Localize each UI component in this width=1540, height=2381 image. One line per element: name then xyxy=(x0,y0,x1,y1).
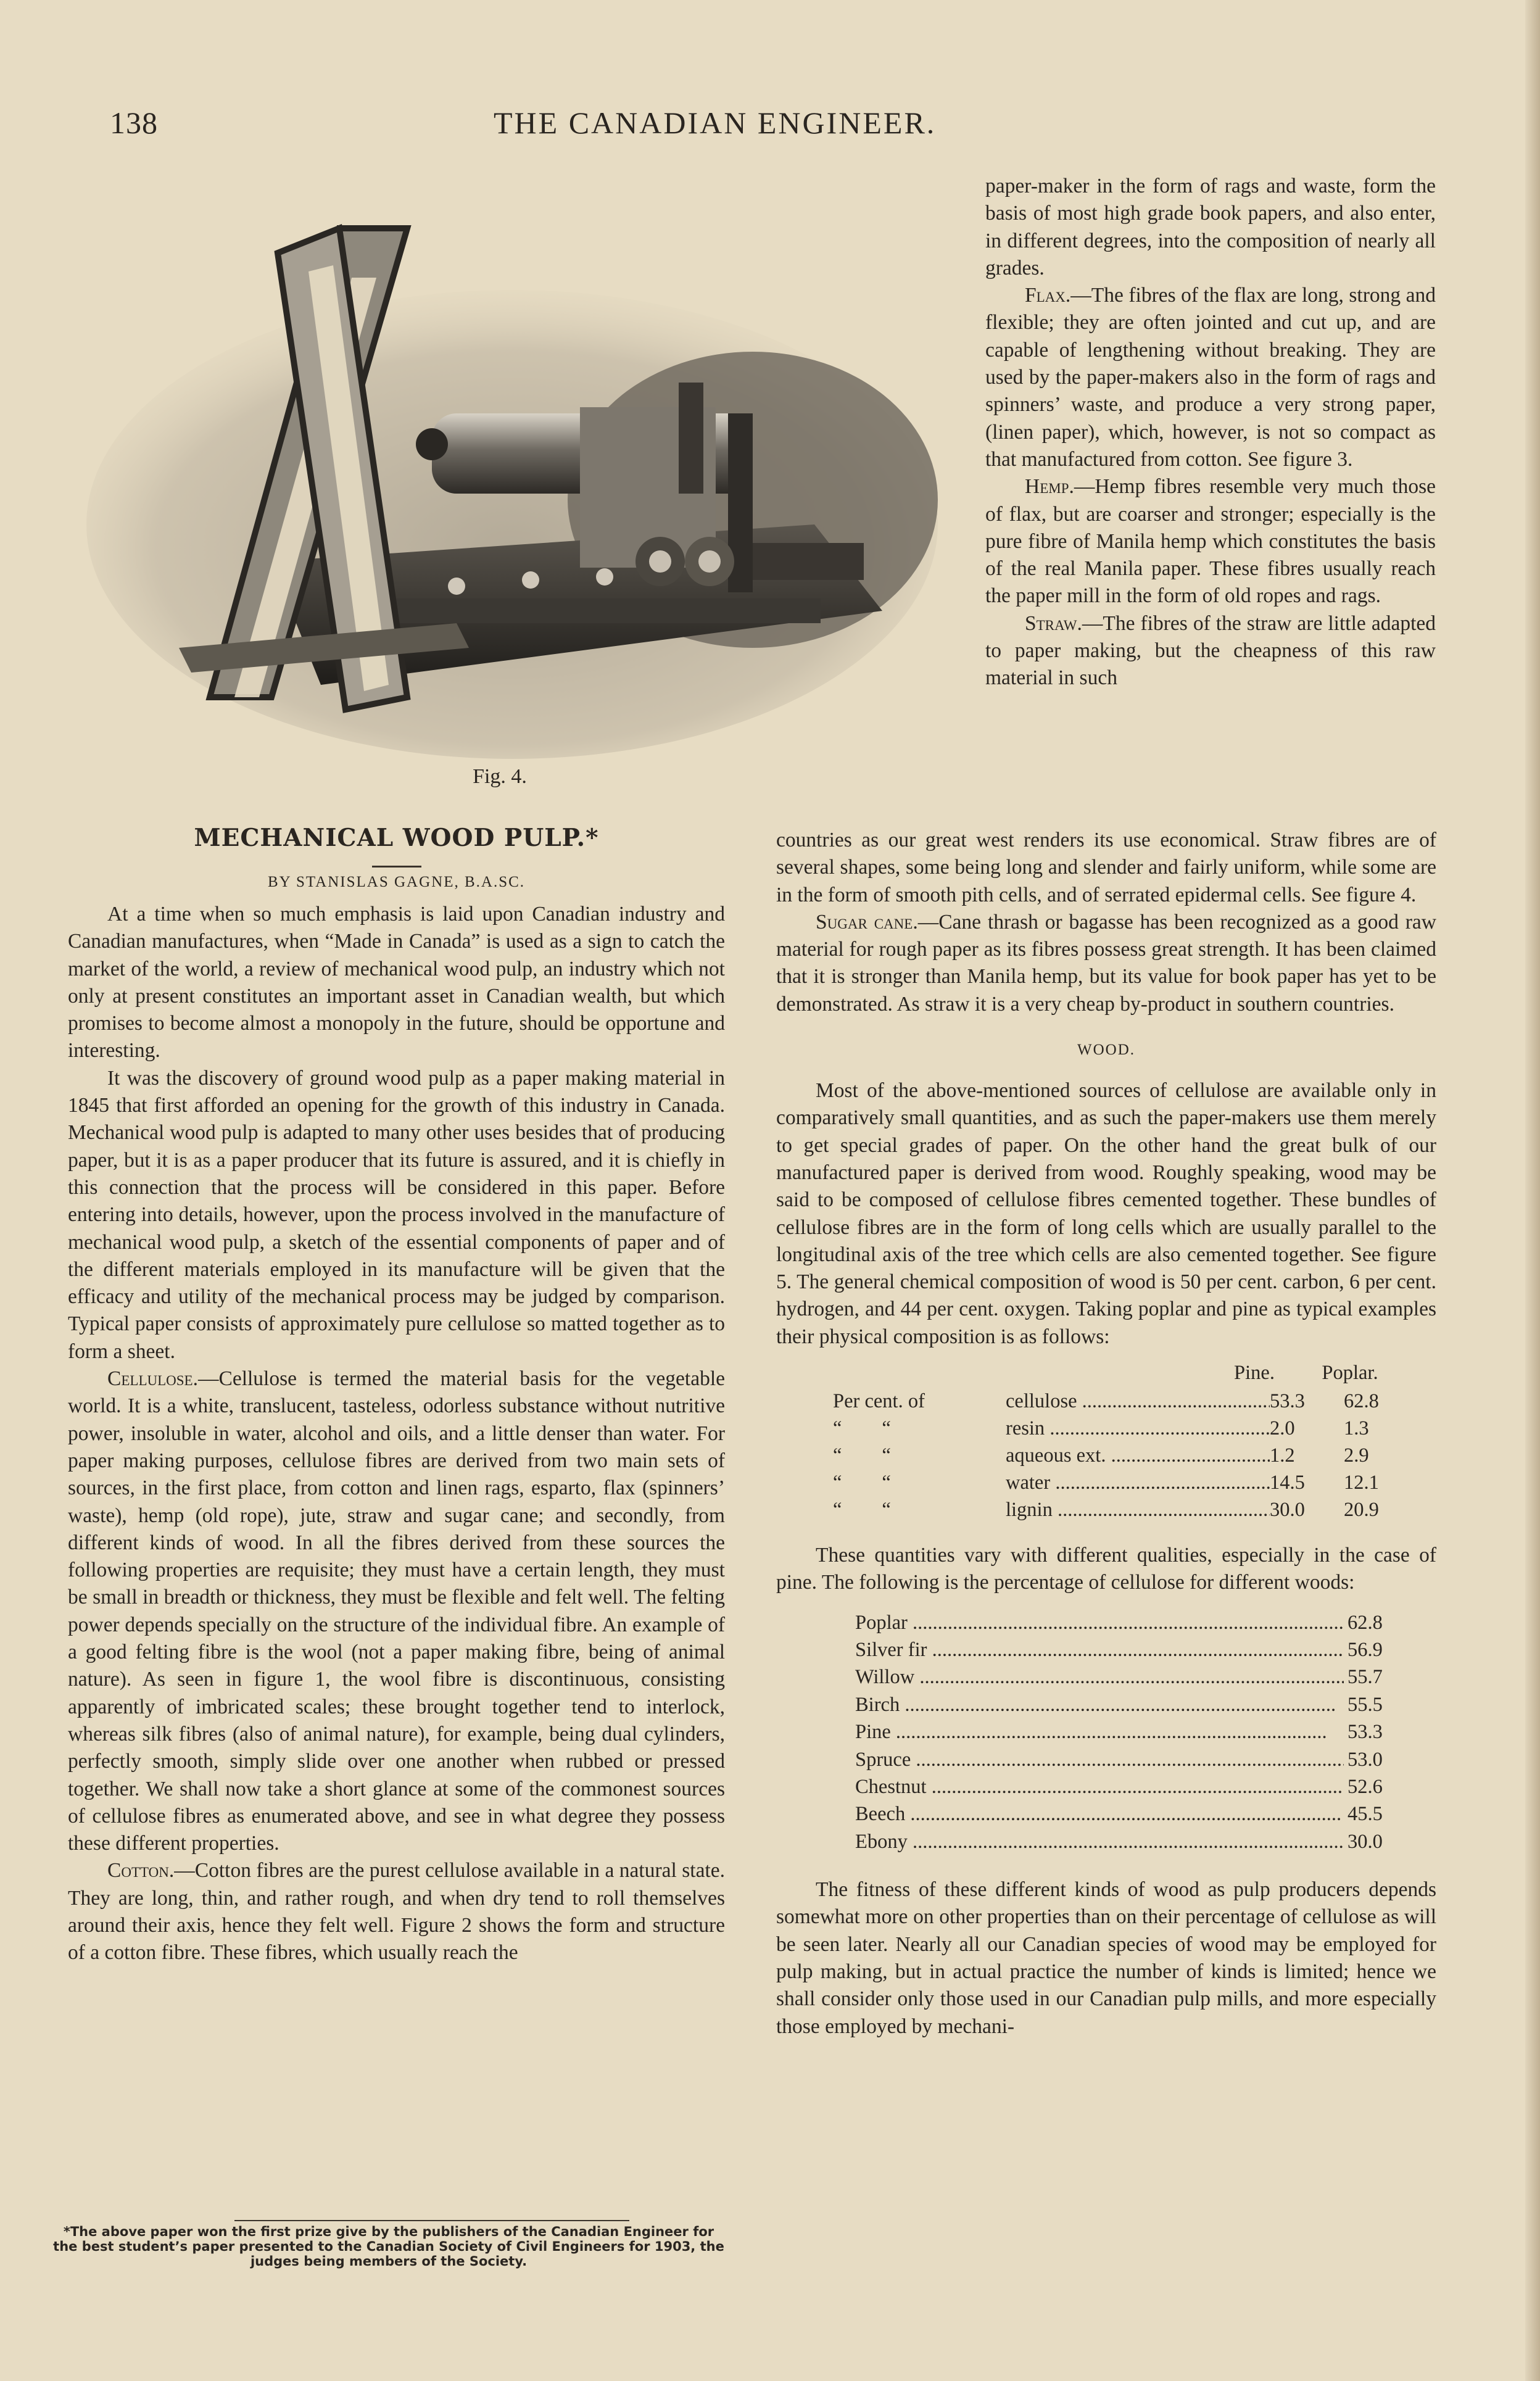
composition-row-pine: 2.0 xyxy=(1270,1417,1295,1440)
wood-cellulose-value: 56.9 xyxy=(1348,1639,1383,1662)
wood-row xyxy=(855,1694,1398,1721)
paragraph-intro: At a time when so much emphasis is laid upon Canadian industry and Canadian manufactures, when “Made in Canada” is used as a sign to catch the market of the world, a review of mechanical wood pulp, an industry which not only at present constitutes an important asset in Canadian wealth, but which promises to become almost a monopoly in the future, should be opportune and interesting. xyxy=(68,903,725,1062)
wood-cellulose-value: 55.7 xyxy=(1348,1666,1383,1689)
wood-row xyxy=(855,1666,1398,1693)
composition-row-pine: 30.0 xyxy=(1270,1499,1305,1522)
section-head-cotton: Cotton. xyxy=(107,1859,175,1882)
paragraph-flax: Flax.—The fibres of the flax are long, strong and flexible; they are often jointed and cut up, and are capable of lengthening without breaking. They are used by the paper-makers also in the form of rags and spinners’ waste, and produce a very strong paper, (linen paper), which, however, is not so compact as that manufactured from cotton. See figure 3. xyxy=(985,284,1436,471)
footnote: *The above paper won the first prize give by the publishers of the Canadian Engineer for the best student’s paper presented to the Canadian Society of Civil Engineers for 1903, the judges being members of the Society. xyxy=(53,2224,724,2269)
section-heading-wood: WOOD. xyxy=(1077,1041,1135,1059)
composition-row-pine: 14.5 xyxy=(1270,1472,1305,1494)
composition-row-prefix: Per cent. of xyxy=(833,1390,925,1413)
wood-name: Spruce ..... xyxy=(855,1749,1344,1771)
wood-cellulose-value: 45.5 xyxy=(1348,1803,1383,1826)
composition-row-poplar: 62.8 xyxy=(1344,1390,1379,1413)
paragraph-straw-bottom: countries as our great west renders its use economical. Straw fibres are of several shapes, some being long and slender and fairly uniform, while some are in the form of smooth pith cells, and of serrated epidermal cells. See figure 4. xyxy=(776,829,1436,906)
wood-row xyxy=(855,1831,1398,1858)
paragraph-hemp: Hemp.—Hemp fibres resemble very much those of flax, but are coarser and stronger; especially is the pure fibre of Manila hemp which constitutes the basis of the real Manila paper. These fibres usually reach the paper mill in the form of old ropes and rags. xyxy=(985,475,1436,608)
title-rule xyxy=(372,866,421,868)
column-center xyxy=(679,383,703,494)
journal-title: THE CANADIAN ENGINEER. xyxy=(494,106,937,140)
footnote-rule xyxy=(234,2220,629,2221)
wood-cellulose-value: 53.3 xyxy=(1348,1721,1383,1744)
composition-row xyxy=(776,1444,1436,1472)
section-head-hemp: Hemp. xyxy=(1025,475,1074,499)
composition-table xyxy=(776,1362,1436,1526)
paragraph-history: It was the discovery of ground wood pulp as a paper making material in 1845 that first afforded an opening for the growth of this industry in Canada. Mechanical wood pulp is adapted to many other uses besides that of producing paper, but it is as a paper producer that its future is assured, and it is chiefly in this connection that the process will be considered in this paper. Before entering into details, however, upon the process involved in the manufacture of mechanical wood pulp, a sketch of the essential components of paper and of the different materials employed in its manufacture will be given that the efficacy and utility of the mechanical process may be judged by comparison. Typical paper consists of approximately pure cellulose so matted together as to form a sheet. xyxy=(68,1066,725,1363)
paragraph-sugar-cane: Sugar cane.—Cane thrash or bagasse has been recognized as a good raw material for rough paper as its fibres possess great strength. It has been claimed that it is stronger than Manila hemp, but its value for book paper has yet to be demonstrated. As straw it is a very cheap by-product in southern countries. xyxy=(776,910,1436,1016)
paragraph-continued: paper-maker in the form of rags and waste, form the basis of most high grade book papers, and also enter, in different degrees, into the composition of nearly all grades. xyxy=(985,175,1436,280)
wood-row xyxy=(855,1639,1398,1666)
figure-machine-illustration xyxy=(86,179,938,765)
composition-row-label: resin ..... xyxy=(1006,1417,1270,1440)
composition-row-prefix: “ “ xyxy=(833,1499,891,1522)
wood-name: Beech ..... xyxy=(855,1803,1344,1826)
paragraph-straw-top: Straw.—The fibres of the straw are little adapted to paper making, but the cheapness of this raw material in such xyxy=(985,611,1436,690)
composition-row xyxy=(776,1472,1436,1499)
byline: BY STANISLAS GAGNE, B.A.SC. xyxy=(267,874,526,890)
composition-row xyxy=(776,1390,1436,1417)
composition-row-prefix: “ “ xyxy=(833,1472,891,1494)
wood-cellulose-value: 62.8 xyxy=(1348,1611,1383,1634)
composition-row-prefix: “ “ xyxy=(833,1444,891,1467)
composition-row-poplar: 1.3 xyxy=(1344,1417,1369,1440)
wheel-hub xyxy=(753,543,864,580)
machine-illustration xyxy=(86,179,938,765)
composition-row-poplar: 12.1 xyxy=(1344,1472,1379,1494)
wood-cellulose-value: 55.5 xyxy=(1348,1693,1383,1716)
wood-name: Chestnut ..... xyxy=(855,1776,1344,1799)
composition-row-pine: 1.2 xyxy=(1270,1444,1295,1467)
wood-name: Poplar ..... xyxy=(855,1612,1344,1634)
paragraph-wood-composition: Most of the above-mentioned sources of cellulose are available only in comparatively small quantities, and as such the paper-makers use them merely to get special grades of paper. On the other hand the great bulk of our manufactured paper is derived from wood. Roughly speaking, wood may be said to be composed of cellulose fibres cemented together. These bundles of cellulose fibres are in the form of long cells which are usually parallel to the longitudinal axis of the tree which cells are also cemented together. See figure 5. The general chemical composition of wood is 50 per cent. carbon, 6 per cent. hydrogen, and 44 per cent. oxygen. Taking poplar and pine as typical examples their physical composition is as follows: xyxy=(776,1079,1436,1348)
bed-slot xyxy=(352,598,821,623)
section-head-sugar-cane: Sugar cane. xyxy=(816,910,918,934)
wood-row xyxy=(855,1803,1398,1830)
composition-row-label: water ..... xyxy=(1006,1472,1270,1494)
composition-table-header xyxy=(776,1362,1436,1390)
paragraph-cellulose: Cellulose.—Cellulose is termed the material basis for the vegetable world. It is a white, translucent, tasteless, odorless substance without nutritive power, insoluble in water, alcohol and oils, and a little denser than water. For paper making purposes, cellulose fibres are derived from two main sets of sources, in the first place, from cotton and linen rags, esparto, flax (spinners’ waste), hemp (old rope), jute, straw and sugar cane; and secondly, from different kinds of wood. In all the fibres derived from these sources the following properties are requisite; they must have a certain length, they must be small in breadth or thickness, they must be flexible and felt well. The felting power depends specially on the structure of the individual fibre. An example of a good felting fibre is the wool (not a paper making fibre, being of animal nature). As seen in figure 1, the wool fibre is discontinuous, consisting apparently of imbricated scales; these brought together tend to interlock, whereas silk fibres (also of animal nature), for example, being dual cylinders, perfectly smooth, simply slide over one another when rubbed or pressed together. We shall now take a short glance at some of the commonest sources of cellulose fibres as enumerated above, and see in what degree they possess these different properties. xyxy=(68,1367,725,1855)
section-head-straw: Straw. xyxy=(1025,611,1082,635)
wood-row xyxy=(855,1612,1398,1639)
wood-name: Ebony ..... xyxy=(855,1831,1344,1853)
section-head-flax: Flax. xyxy=(1025,284,1071,307)
figure-caption: Fig. 4. xyxy=(473,765,527,788)
paragraph-cotton: Cotton.—Cotton fibres are the purest cellulose available in a natural state. They are long, thin, and rather rough, and when dry tend to roll themselves around their axis, hence they felt well. Figure 2 shows the form and structure of a cotton fibre. These fibres, which usually reach the xyxy=(68,1859,725,1965)
wood-name: Pine ..... xyxy=(855,1721,1344,1744)
composition-row-label: lignin ..... xyxy=(1006,1499,1270,1522)
right-column-top xyxy=(985,173,1436,692)
section-head-cellulose: Cellulose. xyxy=(107,1367,198,1391)
composition-row-label: cellulose ..... xyxy=(1006,1390,1270,1413)
wood-name: Willow ..... xyxy=(855,1666,1344,1689)
composition-row-prefix: “ “ xyxy=(833,1417,891,1440)
article-title: MECHANICAL WOOD PULP.* xyxy=(194,824,599,852)
page-edge xyxy=(1525,0,1540,2381)
wood-name: Silver fir ..... xyxy=(855,1639,1344,1662)
wood-row xyxy=(855,1749,1398,1776)
column-header-pine: Pine. xyxy=(1234,1362,1275,1385)
wood-name: Birch ..... xyxy=(855,1694,1344,1716)
wood-row xyxy=(855,1776,1398,1803)
composition-row xyxy=(776,1417,1436,1444)
wood-cellulose-value: 53.0 xyxy=(1348,1748,1383,1771)
paragraph-cellulose-variation: These quantities vary with different qualities, especially in the case of pine. The following is the percentage of cellulose for different woods: xyxy=(776,1544,1436,1594)
column-header-poplar: Poplar. xyxy=(1322,1362,1378,1385)
wood-cellulose-value: 30.0 xyxy=(1348,1830,1383,1853)
composition-row-poplar: 2.9 xyxy=(1344,1444,1369,1467)
page-number: 138 xyxy=(110,106,158,140)
cellulose-by-wood-list xyxy=(855,1612,1398,1858)
composition-table-body xyxy=(776,1390,1436,1526)
composition-row xyxy=(776,1499,1436,1526)
paragraph-fitness: The fitness of these different kinds of wood as pulp producers depends somewhat more on other properties than on their percentage of cellulose as will be seen later. Nearly all our Canadian species of wood may be employed for pulp making, but in actual practice the number of kinds is limited; hence we shall consider only those used in our Canadian pulp mills, and more especially those employed by mechani- xyxy=(776,1878,1436,2038)
page-header xyxy=(0,105,1540,154)
composition-row-pine: 53.3 xyxy=(1270,1390,1305,1413)
wood-cellulose-value: 52.6 xyxy=(1348,1775,1383,1798)
wood-row xyxy=(855,1721,1398,1748)
composition-row-label: aqueous ext. ..... xyxy=(1006,1444,1270,1467)
right-column xyxy=(776,827,1436,2040)
left-column xyxy=(68,818,725,1967)
composition-row-poplar: 20.9 xyxy=(1344,1499,1379,1522)
